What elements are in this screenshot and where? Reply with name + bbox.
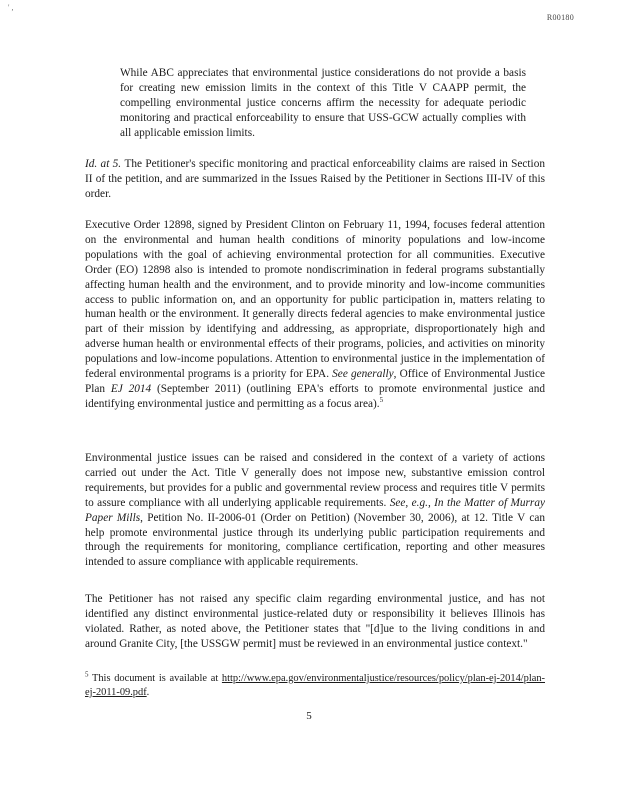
- footnote-end: .: [146, 687, 150, 698]
- plan-name: EJ 2014: [110, 382, 152, 395]
- footnote: [85, 672, 545, 700]
- footnote-number: 5: [85, 670, 89, 679]
- paragraph-2-part3: (September 2011) (outlining EPA's efforts to promote environmental justice and identifying environmental justice and permitting as a focus area).: [85, 382, 545, 410]
- corner-mark: ' ,: [8, 3, 14, 12]
- page-number: 5: [306, 710, 312, 722]
- quote-text: While ABC appreciates that environmental justice considerations do not provide a basis for creating new emission limits in the context of this Title V CAAPP permit, the compelling environmental justice concerns affirm the necessity for adequate periodic monitoring and practical enforceability to ensure that USS-GCW actually complies with all applicable emission limits.: [120, 67, 526, 139]
- see-eg-citation: See, e.g., In the Matter of Murray Paper Mills: [85, 496, 545, 524]
- document-id: R00180: [546, 13, 574, 22]
- footnote-ref: 5: [379, 396, 384, 405]
- paragraph-1-body: The Petitioner's specific monitoring and practical enforceability claims are raised in Section II of the petition, and are summarized in the Issues Raised by the Petitioner in Sections III-IV of this order.: [85, 158, 545, 200]
- block-quote: [120, 66, 526, 141]
- footnote-link[interactable]: http://www.epa.gov/environmentaljustice/resources/policy/plan-ej-2014/plan-ej-2011-09.pdf: [85, 673, 545, 698]
- see-generally: See generally: [332, 368, 394, 381]
- id-citation: Id. at 5.: [85, 158, 125, 170]
- paragraph-3-part2: , Petition No. II-2006-01 (Order on Petition) (November 30, 2006), at 12. Title V can help promote environmental justice through its underlying public participation requirements and through the requirements for monitoring, compliance certification, reporting and other measures intended to assure compliance with applicable requirements.: [85, 511, 545, 569]
- paragraph-3-part1: Environmental justice issues can be raised and considered in the context of a variety of actions carried out under the Act. Title V generally does not impose new, substantive emission control requirements, but provides for a public and governmental review process and requires title V permits to assure compliance with all underlying applicable requirements.: [85, 452, 545, 509]
- paragraph-2: [85, 218, 545, 412]
- paragraph-2-part2: , Office of Environmental Justice Plan: [85, 368, 545, 395]
- paragraph-3: [85, 451, 545, 570]
- paragraph-2-part1: Executive Order 12898, signed by President Clinton on February 11, 1994, focuses federal attention on the environmental and human health conditions of minority populations and low-income populations with the goal of achieving environmental protection for all communities. Executive Order (EO) 12898 also is intended to promote nondiscrimination in federal programs substantially affecting human health and the environment, and to provide minority and low-income communities access to public information on, and an opportunity for public participation in, matters relating to human health or the environment. It generally directs federal agencies to make environmental justice part of their mission by identifying and addressing, as appropriate, disproportionately high and adverse human health or environmental effects of their programs, policies, and activities on minority populations and low-income populations. Attention to environmental justice in the implementation of federal environmental programs is a priority for EPA.: [85, 219, 545, 381]
- paragraph-1: [85, 157, 545, 202]
- paragraph-4: [85, 592, 545, 652]
- footnote-text: This document is available at: [88, 673, 222, 684]
- paragraph-4-text: The Petitioner has not raised any specific claim regarding environmental justice, and has not identified any distinct environmental justice-related duty or responsibility it believes Illinois has violated. Rather, as noted above, the Petitioner states that "[d]ue to the living conditions in and around Granite City, [the USSGW permit] must be reviewed in an environmental justice context.": [85, 593, 545, 650]
